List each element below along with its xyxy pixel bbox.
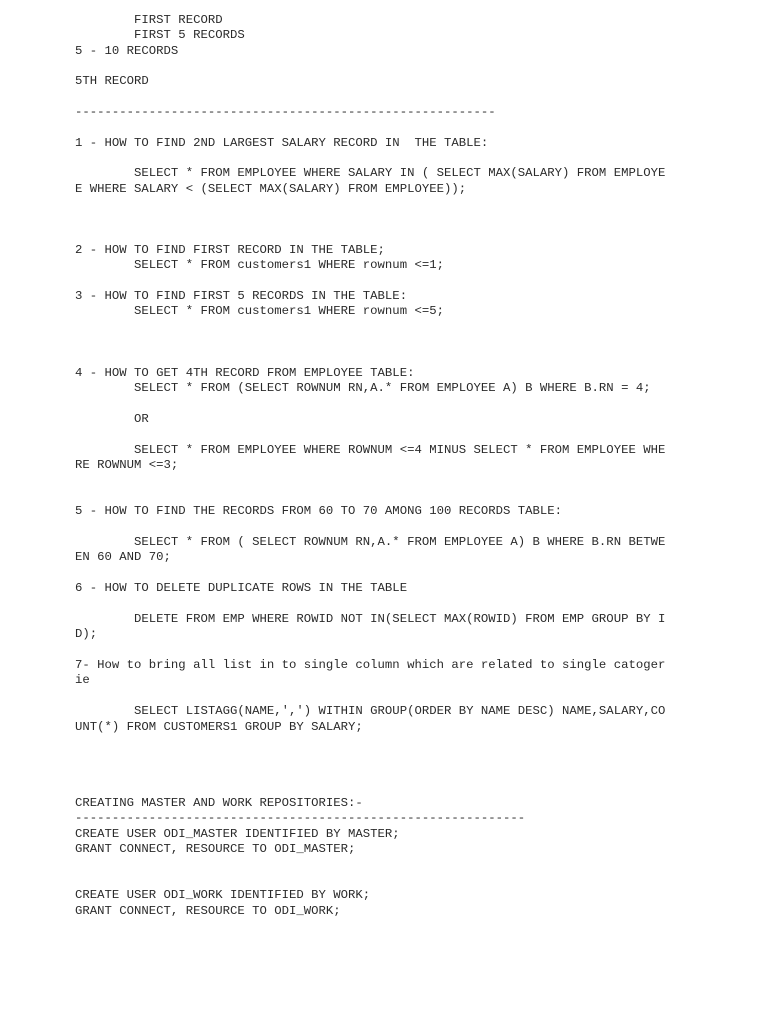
text-line: OR	[75, 412, 149, 426]
question-heading: 7- How to bring all list in to single column which are related to single catoger	[75, 658, 666, 672]
sql-line: SELECT * FROM customers1 WHERE rownum <=5;	[75, 304, 444, 318]
sql-line: GRANT CONNECT, RESOURCE TO ODI_MASTER;	[75, 842, 356, 856]
sql-line: SELECT LISTAGG(NAME,',') WITHIN GROUP(ORDER BY NAME DESC) NAME,SALARY,CO	[75, 704, 666, 718]
sql-line: SELECT * FROM ( SELECT ROWNUM RN,A.* FROM EMPLOYEE A) B WHERE B.RN BETWE	[75, 535, 666, 549]
question-heading: 5 - HOW TO FIND THE RECORDS FROM 60 TO 70 AMONG 100 RECORDS TABLE:	[75, 504, 563, 518]
question-heading: ie	[75, 673, 90, 687]
sql-line: EN 60 AND 70;	[75, 550, 171, 564]
text-line: FIRST 5 RECORDS	[75, 28, 245, 42]
sql-line: SELECT * FROM EMPLOYEE WHERE ROWNUM <=4 MINUS SELECT * FROM EMPLOYEE WHE	[75, 443, 666, 457]
sql-line: E WHERE SALARY < (SELECT MAX(SALARY) FROM EMPLOYEE));	[75, 182, 467, 196]
sql-line: SELECT * FROM customers1 WHERE rownum <=1;	[75, 258, 444, 272]
text-line: 5TH RECORD	[75, 74, 149, 88]
text-line: FIRST RECORD	[75, 13, 223, 27]
sql-line: UNT(*) FROM CUSTOMERS1 GROUP BY SALARY;	[75, 720, 363, 734]
text-line: 5 - 10 RECORDS	[75, 44, 179, 58]
divider-line: ---------------------------------------------------------	[75, 105, 496, 119]
question-heading: 1 - HOW TO FIND 2ND LARGEST SALARY RECORD IN THE TABLE:	[75, 136, 489, 150]
sql-line: SELECT * FROM EMPLOYEE WHERE SALARY IN ( SELECT MAX(SALARY) FROM EMPLOYE	[75, 166, 666, 180]
sql-line: RE ROWNUM <=3;	[75, 458, 179, 472]
question-heading: 2 - HOW TO FIND FIRST RECORD IN THE TABLE;	[75, 243, 385, 257]
sql-line: SELECT * FROM (SELECT ROWNUM RN,A.* FROM EMPLOYEE A) B WHERE B.RN = 4;	[75, 381, 651, 395]
sql-line: D);	[75, 627, 98, 641]
divider-line: -------------------------------------------------------------	[75, 811, 526, 825]
sql-line: DELETE FROM EMP WHERE ROWID NOT IN(SELECT MAX(ROWID) FROM EMP GROUP BY I	[75, 612, 666, 626]
question-heading: 3 - HOW TO FIND FIRST 5 RECORDS IN THE TABLE:	[75, 289, 408, 303]
sql-line: CREATE USER ODI_WORK IDENTIFIED BY WORK;	[75, 888, 371, 902]
sql-line: CREATE USER ODI_MASTER IDENTIFIED BY MASTER;	[75, 827, 400, 841]
sql-line: GRANT CONNECT, RESOURCE TO ODI_WORK;	[75, 904, 341, 918]
question-heading: 4 - HOW TO GET 4TH RECORD FROM EMPLOYEE TABLE:	[75, 366, 415, 380]
question-heading: 6 - HOW TO DELETE DUPLICATE ROWS IN THE TABLE	[75, 581, 408, 595]
section-heading: CREATING MASTER AND WORK REPOSITORIES:-	[75, 796, 363, 810]
